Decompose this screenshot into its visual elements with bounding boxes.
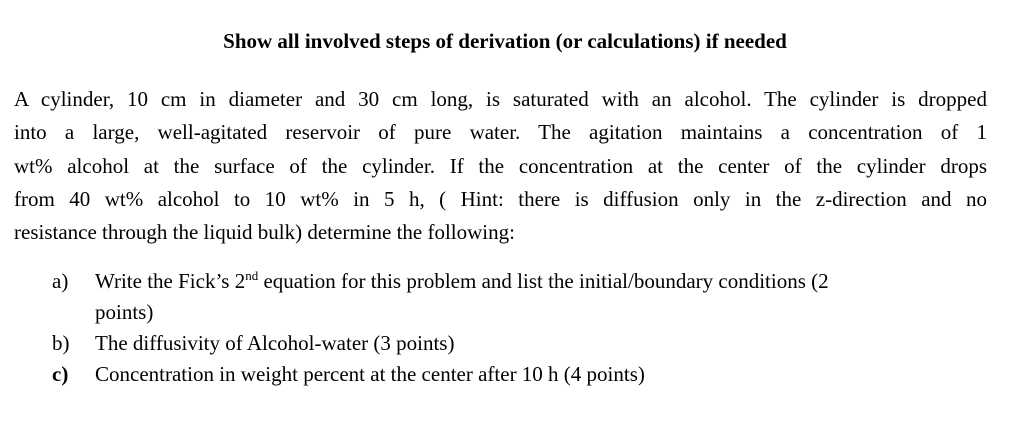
question-list	[52, 266, 992, 390]
problem-line: wt% alcohol at the surface of the cylinder. If the concentration at the center of the cylinder drops	[14, 153, 987, 178]
problem-line: into a large, well-agitated reservoir of pure water. The agitation maintains a concentration of 1	[14, 120, 987, 145]
question-text	[95, 266, 992, 297]
question-marker: b)	[52, 331, 70, 355]
page-heading: Show all involved steps of derivation (or calculations) if needed	[223, 29, 787, 53]
problem-line: A cylinder, 10 cm in diameter and 30 cm long, is saturated with an alcohol. The cylinder is dropped	[14, 87, 987, 111]
question-marker: a)	[52, 269, 69, 293]
question-item-c	[52, 359, 992, 390]
question-text-part: equation for this problem and list the initial/boundary conditions (2	[258, 269, 829, 293]
question-text: Concentration in weight percent at the center after 10 h (4 points)	[95, 362, 645, 386]
question-text-continuation: points)	[95, 300, 154, 324]
question-marker: c)	[52, 362, 69, 386]
problem-line: resistance through the liquid bulk) determine the following:	[14, 220, 515, 245]
problem-statement	[14, 83, 987, 249]
ordinal-suffix: nd	[245, 268, 259, 283]
problem-line: from 40 wt% alcohol to 10 wt% in 5 h, ( Hint: there is diffusion only in the z-direction and no	[14, 186, 987, 211]
question-item-b	[52, 328, 992, 359]
question-item-a	[52, 266, 992, 328]
question-text-part: Write the Fick’s 2	[95, 269, 246, 293]
question-text: The diffusivity of Alcohol-water (3 points)	[95, 331, 455, 355]
